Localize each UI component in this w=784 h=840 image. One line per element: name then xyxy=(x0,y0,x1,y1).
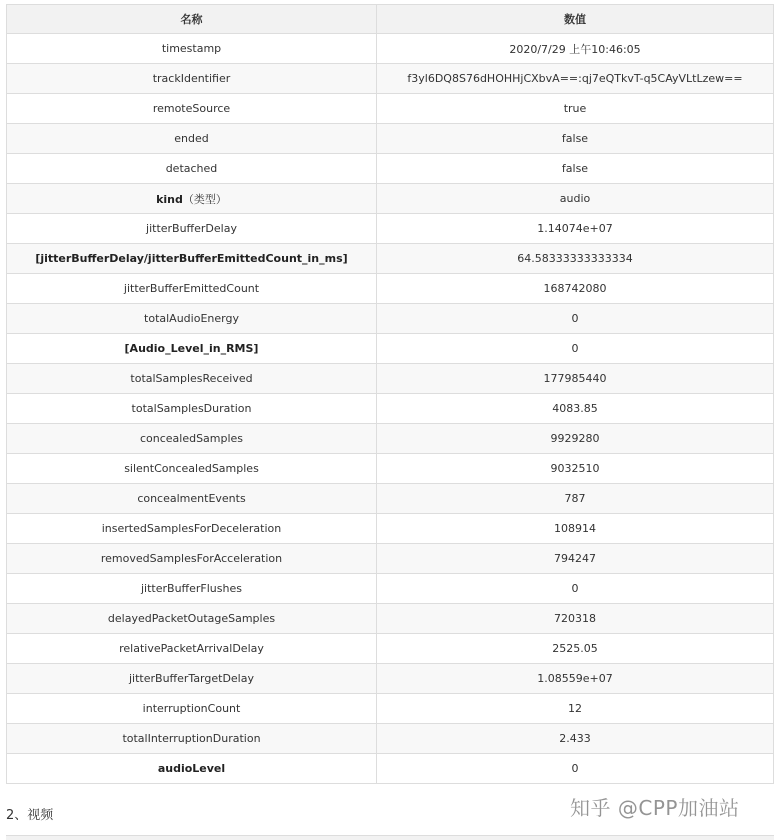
row-name: kind xyxy=(156,192,183,206)
table-row xyxy=(7,364,774,394)
table-row xyxy=(7,334,774,364)
table-row xyxy=(7,154,774,184)
table-row xyxy=(7,304,774,334)
row-name-cell xyxy=(7,694,377,724)
row-value: 0 xyxy=(377,334,774,364)
watermark: 知乎 @CPP加油站 xyxy=(570,796,740,820)
table-row xyxy=(7,184,774,214)
row-value: 0 xyxy=(377,304,774,334)
row-name: [Audio_Level_in_RMS] xyxy=(124,342,259,355)
row-name: jitterBufferDelay xyxy=(146,222,237,235)
table-row xyxy=(7,424,774,454)
row-name-cell xyxy=(7,664,377,694)
row-name-cell xyxy=(7,34,377,64)
row-name-cell xyxy=(7,364,377,394)
row-name: detached xyxy=(165,162,218,175)
row-name-suffix: （类型） xyxy=(182,192,227,206)
row-value: false xyxy=(377,154,774,184)
row-name-cell xyxy=(7,424,377,454)
row-name-cell xyxy=(7,394,377,424)
table-row xyxy=(7,664,774,694)
row-name-cell xyxy=(7,754,377,784)
table-header-row xyxy=(7,5,774,34)
row-value: 168742080 xyxy=(377,274,774,304)
table-row xyxy=(7,274,774,304)
table-row xyxy=(7,604,774,634)
row-name: silentConcealedSamples xyxy=(124,462,259,475)
row-name-cell xyxy=(7,634,377,664)
row-value: 2.433 xyxy=(377,724,774,754)
row-name-cell xyxy=(7,724,377,754)
table-row xyxy=(7,394,774,424)
row-name: delayedPacketOutageSamples xyxy=(107,612,276,625)
row-value: 720318 xyxy=(377,604,774,634)
row-name-cell xyxy=(7,244,377,274)
row-name: jitterBufferEmittedCount xyxy=(123,282,260,295)
row-name: concealmentEvents xyxy=(137,492,246,505)
row-name: totalInterruptionDuration xyxy=(122,732,261,745)
row-value: 4083.85 xyxy=(377,394,774,424)
table-row xyxy=(7,34,774,64)
row-value: 177985440 xyxy=(377,364,774,394)
row-name-cell xyxy=(7,304,377,334)
table-row xyxy=(7,454,774,484)
section-title: 2、视频 xyxy=(6,808,54,823)
header-value: 数值 xyxy=(377,5,774,34)
row-value: 64.58333333333334 xyxy=(377,244,774,274)
row-name: jitterBufferFlushes xyxy=(141,582,242,595)
row-name-cell xyxy=(7,484,377,514)
row-value: false xyxy=(377,124,774,154)
stats-table-container xyxy=(6,4,774,784)
row-name: jitterBufferTargetDelay xyxy=(129,672,254,685)
table-row xyxy=(7,694,774,724)
row-name: relativePacketArrivalDelay xyxy=(119,642,264,655)
row-name-cell xyxy=(7,94,377,124)
row-name: totalAudioEnergy xyxy=(144,312,239,325)
table-body xyxy=(7,34,774,784)
row-name: interruptionCount xyxy=(142,702,241,715)
row-name: [jitterBufferDelay/jitterBufferEmittedCount_in_ms] xyxy=(35,252,348,265)
row-value: audio xyxy=(377,184,774,214)
table-row xyxy=(7,484,774,514)
row-name-cell xyxy=(7,154,377,184)
row-name-cell xyxy=(7,454,377,484)
table-row xyxy=(7,514,774,544)
row-name: totalSamplesReceived xyxy=(130,372,253,385)
table-row xyxy=(7,244,774,274)
audio-stats-table xyxy=(6,4,774,784)
row-name: insertedSamplesForDeceleration xyxy=(101,522,282,535)
row-value: 108914 xyxy=(377,514,774,544)
row-name: ended xyxy=(174,132,209,145)
row-value: f3yl6DQ8S76dHOHHjCXbvA==:qj7eQTkvT-q5CAyVLtLzew== xyxy=(377,64,774,94)
next-table-header-edge xyxy=(6,835,774,840)
row-name: totalSamplesDuration xyxy=(131,402,252,415)
row-name-cell xyxy=(7,214,377,244)
row-name: removedSamplesForAcceleration xyxy=(100,552,283,565)
table-row xyxy=(7,574,774,604)
row-name-cell xyxy=(7,124,377,154)
row-name: timestamp xyxy=(161,42,222,55)
row-value: 2020/7/29 上午10:46:05 xyxy=(377,34,774,64)
row-value: 0 xyxy=(377,574,774,604)
row-name-cell xyxy=(7,64,377,94)
row-value: 9032510 xyxy=(377,454,774,484)
table-row xyxy=(7,754,774,784)
row-name-cell xyxy=(7,184,377,214)
row-value: 1.14074e+07 xyxy=(377,214,774,244)
row-name: remoteSource xyxy=(152,102,231,115)
row-name: trackIdentifier xyxy=(152,72,231,85)
row-name-cell xyxy=(7,514,377,544)
table-row xyxy=(7,124,774,154)
table-row xyxy=(7,94,774,124)
row-name: audioLevel xyxy=(157,762,226,775)
row-name-cell xyxy=(7,574,377,604)
row-name-cell xyxy=(7,604,377,634)
table-row xyxy=(7,724,774,754)
row-value: 9929280 xyxy=(377,424,774,454)
row-value: 0 xyxy=(377,754,774,784)
row-value: true xyxy=(377,94,774,124)
row-value: 2525.05 xyxy=(377,634,774,664)
table-row xyxy=(7,64,774,94)
row-value: 12 xyxy=(377,694,774,724)
header-name: 名称 xyxy=(7,5,377,34)
row-name-cell xyxy=(7,334,377,364)
table-row xyxy=(7,634,774,664)
row-value: 794247 xyxy=(377,544,774,574)
row-value: 1.08559e+07 xyxy=(377,664,774,694)
row-value: 787 xyxy=(377,484,774,514)
table-row xyxy=(7,214,774,244)
table-row xyxy=(7,544,774,574)
row-name-cell xyxy=(7,544,377,574)
row-name: concealedSamples xyxy=(139,432,244,445)
row-name-cell xyxy=(7,274,377,304)
